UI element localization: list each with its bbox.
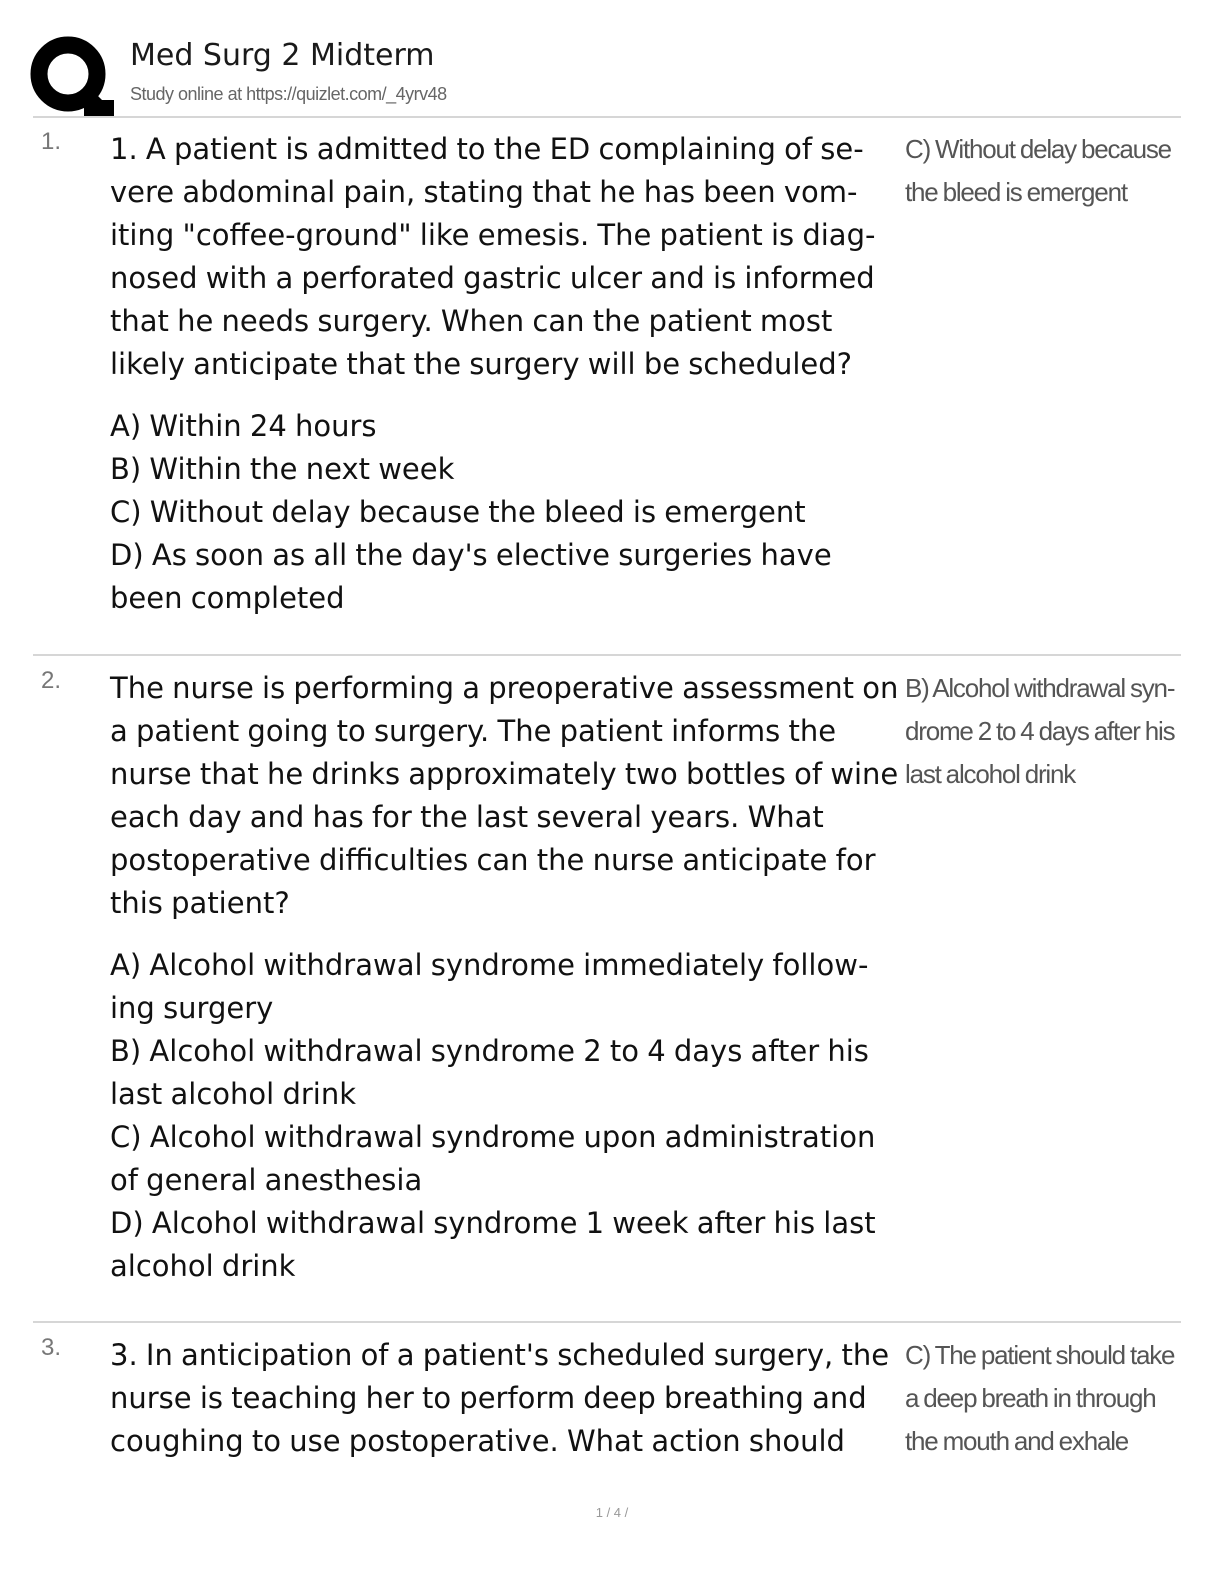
page-number: 1 / 4 / — [595, 1505, 629, 1520]
card-number: 2. — [41, 667, 62, 694]
option-item: D) As soon as all the day's elective surgeries have been completed — [110, 538, 832, 615]
card-answer: C) The patient should take a deep breath in through the mouth and exhale — [905, 1340, 1175, 1456]
card-number: 3. — [41, 1334, 62, 1361]
document-title: Med Surg 2 Midterm — [130, 38, 435, 73]
option-item: B) Alcohol withdrawal syndrome 2 to 4 days after his last alcohol drink — [110, 1034, 869, 1111]
option-item: B) Within the next week — [110, 452, 455, 486]
card-question — [110, 1334, 902, 1463]
options-list — [110, 944, 902, 1288]
page-header — [30, 28, 1190, 118]
card-divider — [33, 1321, 1181, 1323]
options-list — [110, 405, 902, 620]
card-question — [110, 667, 902, 1288]
card-question — [110, 128, 902, 620]
question-text: 1. A patient is admitted to the ED complaining of severe abdominal pain, stating that he has been vomiting "coffee-ground" like emesis. The patient is diagnosed with a perforated gastric ulcer and is informed that he needs surgery. When can the patient most likely anticipate that the surgery will be scheduled? — [110, 132, 876, 381]
card-divider — [33, 654, 1181, 656]
header-divider — [33, 116, 1181, 118]
option-item: C) Alcohol withdrawal syndrome upon administration of general anesthesia — [110, 1120, 876, 1197]
option-item: A) Within 24 hours — [110, 409, 377, 443]
card-answer: C) Without delay because the bleed is emergent — [905, 134, 1171, 207]
question-text: 3. In anticipation of a patient's scheduled surgery, the nurse is teaching her to perform deep breathing and coughing to use postoperative. What action should — [110, 1338, 890, 1458]
study-online-link[interactable]: Study online at https://quizlet.com/_4yrv48 — [130, 84, 447, 104]
option-item: A) Alcohol withdrawal syndrome immediately following surgery — [110, 948, 869, 1025]
card-number: 1. — [41, 128, 62, 155]
option-item: D) Alcohol withdrawal syndrome 1 week after his last alcohol drink — [110, 1206, 876, 1283]
question-text: The nurse is performing a preoperative assessment on a patient going to surgery. The patient informs the nurse that he drinks approximately two bottles of wine each day and has for the last several years. What postoperative difficulties can the nurse anticipate for this patient? — [110, 671, 899, 920]
option-item: C) Without delay because the bleed is emergent — [110, 495, 806, 529]
card-answer: B) Alcohol withdrawal syndrome 2 to 4 days after his last alcohol drink — [905, 673, 1176, 789]
quizlet-logo-icon — [30, 36, 114, 120]
